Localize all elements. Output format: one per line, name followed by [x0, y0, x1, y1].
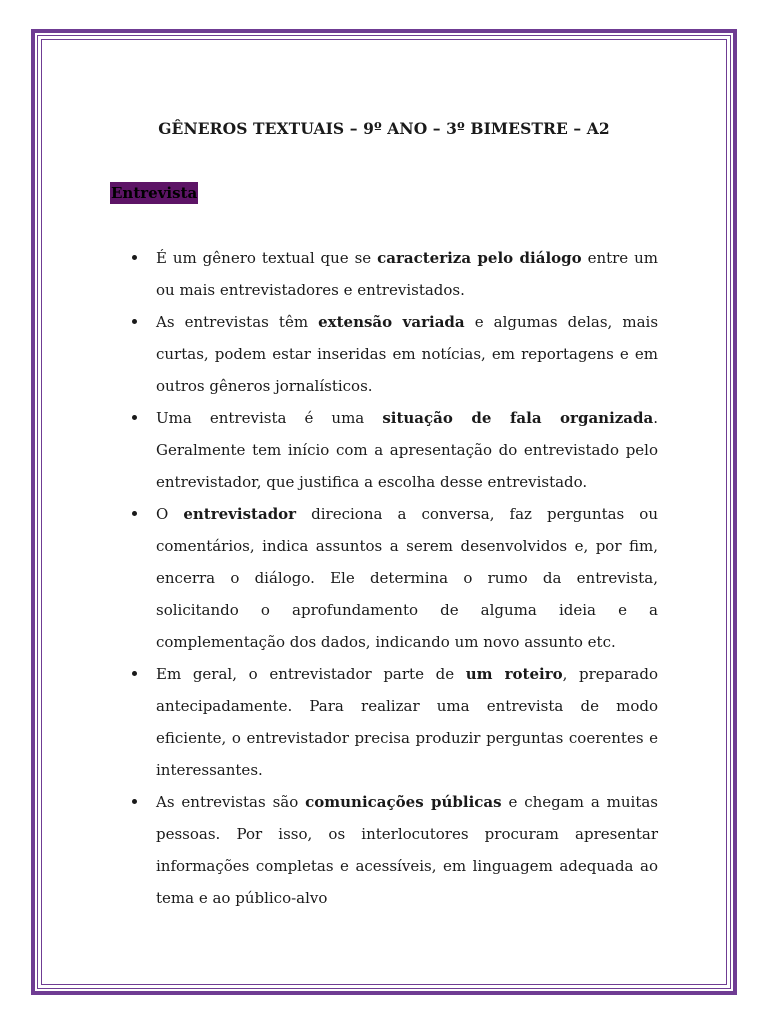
bullet-text: . Geralmente tem início com a apresentação do entrevistado pelo entrevistador, que justifica a escolha desse entrevistado. — [156, 409, 658, 491]
bullet-dot-icon — [132, 511, 137, 516]
bullet-item — [126, 242, 658, 306]
bullet-bold-text: situação de fala organizada — [382, 409, 654, 427]
bullet-text: Em geral, o entrevistador parte de — [156, 665, 466, 683]
bullet-bold-text: caracteriza pelo diálogo — [377, 249, 582, 267]
bullet-text: , preparado antecipadamente. Para realizar uma entrevista de modo eficiente, o entrevistador precisa produzir perguntas coerentes e interessantes. — [156, 665, 658, 779]
bullet-text: entre um ou mais entrevistadores e entrevistados. — [156, 249, 658, 299]
bullet-item — [126, 498, 658, 658]
bullet-list — [126, 242, 658, 914]
bullet-item — [126, 786, 658, 914]
bullet-text: e algumas delas, mais curtas, podem estar inseridas em notícias, em reportagens e em outros gêneros jornalísticos. — [156, 313, 659, 395]
bullet-text: O — [156, 505, 184, 523]
bullet-item — [126, 402, 658, 498]
bullet-dot-icon — [132, 799, 137, 804]
bullet-text: direciona a conversa, faz perguntas ou comentários, indica assuntos a serem desenvolvidos e, por fim, encerra o diálogo. Ele determina o rumo da entrevista, solicitando o aprofundamento de alguma ideia e a complementação dos dados, indicando um novo assunto etc. — [156, 505, 658, 651]
bullet-bold-text: um roteiro — [465, 665, 563, 683]
bullet-text: É um gênero textual que se — [156, 249, 378, 267]
bullet-bold-text: comunicações públicas — [305, 793, 502, 811]
bullet-item — [126, 658, 658, 786]
bullet-item — [126, 306, 658, 402]
bullet-text: As entrevistas são — [156, 793, 306, 811]
page-title: GÊNEROS TEXTUAIS – 9º ANO – 3º BIMESTRE – A2 — [158, 119, 610, 138]
bullet-bold-text: entrevistador — [183, 505, 297, 523]
bullet-text: Uma entrevista é uma — [156, 409, 383, 427]
bullet-dot-icon — [132, 671, 137, 676]
bullet-dot-icon — [132, 415, 137, 420]
bullet-dot-icon — [132, 255, 137, 260]
bullet-dot-icon — [132, 319, 137, 324]
bullet-text: As entrevistas têm — [156, 313, 319, 331]
section-heading-entrevista: Entrevista — [111, 184, 198, 202]
bullet-bold-text: extensão variada — [318, 313, 465, 331]
bullet-text: e chegam a muitas pessoas. Por isso, os interlocutores procuram apresentar informações completas e acessíveis, em linguagem adequada ao tema e ao público-alvo — [156, 793, 659, 907]
